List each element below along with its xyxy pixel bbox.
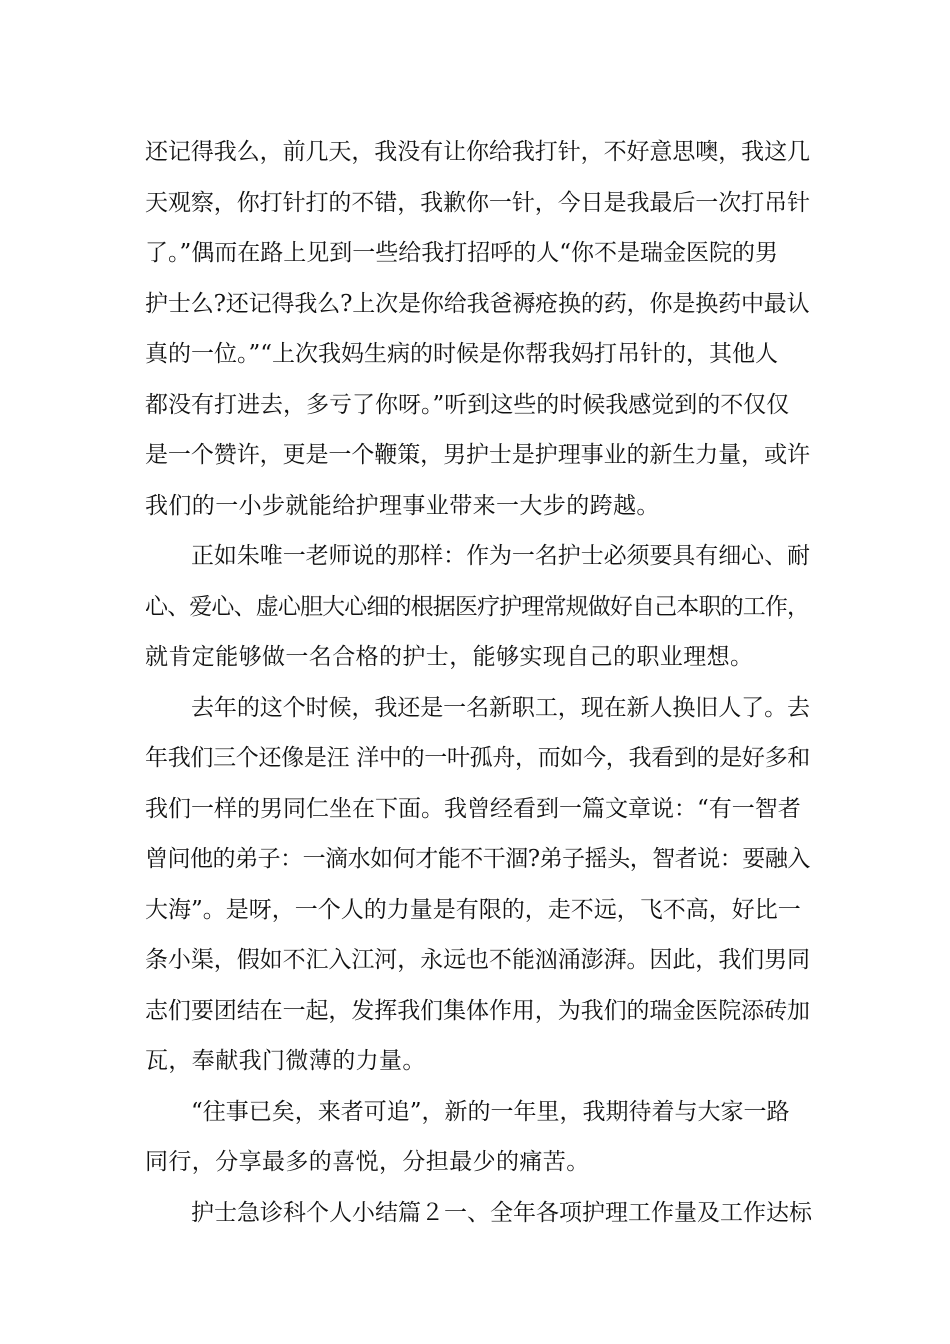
text-line: 真的一位。”“上次我妈生病的时候是你帮我妈打吊针的，其他人 <box>145 341 779 367</box>
paragraph-4 <box>145 1087 810 1188</box>
text-line: 我们的一小步就能给护理事业带来一大步的跨越。 <box>145 492 660 519</box>
text-line: 大海”。是呀，一个人的力量是有限的，走不远，飞不高，好比一 <box>145 896 801 923</box>
paragraph-2 <box>145 531 810 683</box>
text-line: 了。”偶而在路上见到一些给我打招呼的人“你不是瑞金医院的男 <box>145 240 779 266</box>
text-line: 去年的这个时候，我还是一名新职工，现在新人换旧人了。去 <box>191 694 810 721</box>
text-line: 天观察，你打针打的不错，我歉你一针，今日是我最后一次打吊针 <box>145 189 810 216</box>
paragraph-5 <box>145 1188 810 1239</box>
text-line: 曾问他的弟子：一滴水如何才能不干涸?弟子摇头，智者说：要融入 <box>145 846 810 872</box>
paragraph-1 <box>145 127 810 531</box>
text-line: 条小渠，假如不汇入江河，永远也不能汹涌澎湃。因此，我们男同 <box>145 947 810 973</box>
text-line: 护士么?还记得我么?上次是你给我爸褥疮换的药，你是换药中最认 <box>145 290 810 317</box>
text-line: 正如朱唯一老师说的那样：作为一名护士必须要具有细心、耐 <box>191 543 810 569</box>
text-line: 同行，分享最多的喜悦，分担最少的痛苦。 <box>145 1149 590 1175</box>
text-line: 瓦，奉献我门微薄的力量。 <box>145 1048 426 1074</box>
text-line: 就肯定能够做一名合格的护士，能够实现自己的职业理想。 <box>145 644 754 670</box>
text-line: 年我们三个还像是汪 洋中的一叶孤舟，而如今，我看到的是好多和 <box>145 745 811 771</box>
text-line: “往事已矣，来者可追”，新的一年里，我期待着与大家一路 <box>191 1098 790 1125</box>
text-line: 我们一样的男同仁坐在下面。我曾经看到一篇文章说：“有一智者 <box>145 795 801 822</box>
text-line: 都没有打进去，多亏了你呀。”听到这些的时候我感觉到的不仅仅 <box>145 391 790 418</box>
text-line: 还记得我么，前几天，我没有让你给我打针，不好意思噢，我这几 <box>145 139 810 165</box>
text-line: 是一个赞许，更是一个鞭策，男护士是护理事业的新生力量，或许 <box>145 442 810 468</box>
text-line: 志们要团结在一起，发挥我们集体作用，为我们的瑞金医院添砖加 <box>145 997 810 1024</box>
text-line: 心、爱心、虚心胆大心细的根据医疗护理常规做好自己本职的工作， <box>145 593 810 620</box>
text-line: 护士急诊科个人小结篇２一、全年各项护理工作量及工作达标 <box>191 1199 812 1226</box>
document-body <box>145 127 810 1238</box>
paragraph-3 <box>145 683 810 1087</box>
